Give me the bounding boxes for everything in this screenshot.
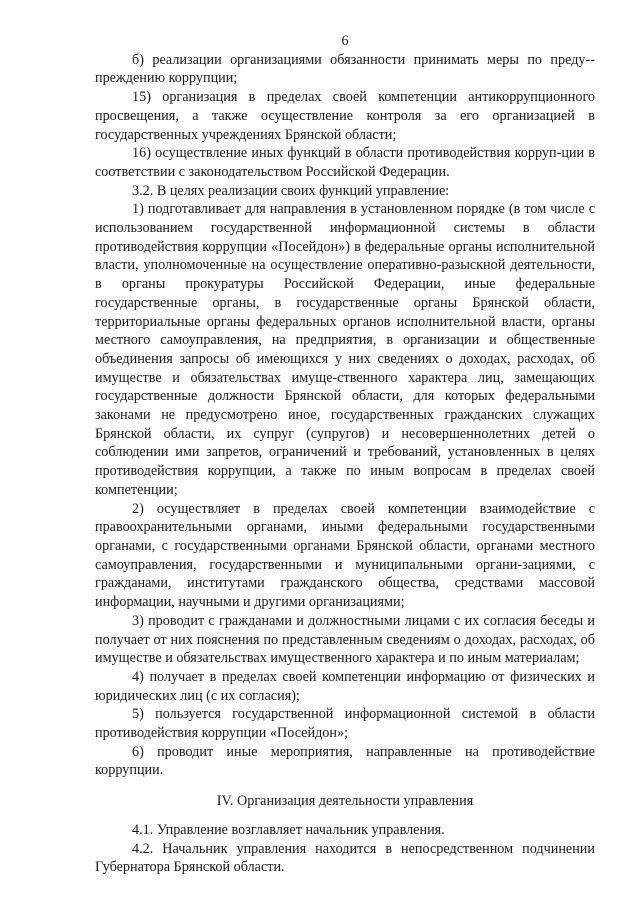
- paragraph-3-2: 3.2. В целях реализации своих функций управление:: [132, 182, 450, 199]
- paragraph-3-2-item-6: 6) проводит иные мероприятия, направленные на противодействие коррупции.: [95, 743, 595, 779]
- document-page: [95, 32, 595, 877]
- paragraph-3-2-item-3: 3) проводит с гражданами и должностными лицами с их согласия беседы и получает от них пояснения по представленным сведениям о доходах, расходах, об имуществе и обязательствах имущественного характера и по иным материалам;: [95, 612, 595, 667]
- section-heading: IV. Организация деятельности управления: [216, 793, 474, 810]
- paragraph-15: 15) организация в пределах своей компетенции антикоррупционного просвещения, а также осуществление контроля за его организацией в государственных учреждениях Брянской области;: [95, 89, 595, 143]
- paragraph-4-1: 4.1. Управление возглавляет начальник управления.: [132, 821, 445, 838]
- paragraph-3-2-item-5: 5) пользуется государственной информационной системой в области противодействия коррупции «Посейдон»;: [95, 706, 595, 742]
- paragraph-b: б) реализации организациями обязанности принимать меры по преду-преждению коррупции;: [95, 51, 595, 87]
- paragraph-3-2-item-4: 4) получает в пределах своей компетенции информацию от физических и юридических лиц (с их согласия);: [95, 668, 595, 704]
- paragraph-16: 16) осуществление иных функций в области противодействия корруп-ции в соответствии с законодательством Российской Федерации.: [95, 145, 595, 180]
- paragraph-3-2-item-2: 2) осуществляет в пределах своей компетенции взаимодействие с правоохранительными органами, иными федеральными государственными органами, с государственными органами Брянской области, органами местного самоуправления, государственными и муниципальными органи-зациями, с гражданами, институтами гражданского общества, средствами массовой информации, научными и другими организациями;: [95, 500, 595, 611]
- paragraph-3-2-item-1: 1) подготавливает для направления в установленном порядке (в том числе с использованием государственной информационной системы в области противодействия коррупции «Посейдон») в федеральные органы исполнительной власти, уполномоченные на осуществление оперативно-разыскной деятельности, в органы прокуратуры Российской Федерации, иные федеральные государственные органы, в государственные органы Брянской области, территориальные органы федеральных органов исполнительной власти, органы местного самоуправления, на предприятия, в организации и общественные объединения запросы об имеющихся у них сведениях о доходах, расходах, об имуществе и обязательствах имуще-ственного характера лиц, замещающих государственные должности Брянской области, для которых федеральными законами не предусмотрено иное, государственных гражданских служащих Брянской области, их супруг (супругов) и несовершеннолетних детей о соблюдении ими запретов, ограничений и требований, установленных в целях противодействия коррупции, а также по иным вопросам в пределах своей компетенции;: [95, 201, 595, 498]
- paragraph-4-2: 4.2. Начальник управления находится в непосредственном подчинении Губернатора Брянской области.: [95, 840, 595, 876]
- page-number: 6: [341, 33, 349, 49]
